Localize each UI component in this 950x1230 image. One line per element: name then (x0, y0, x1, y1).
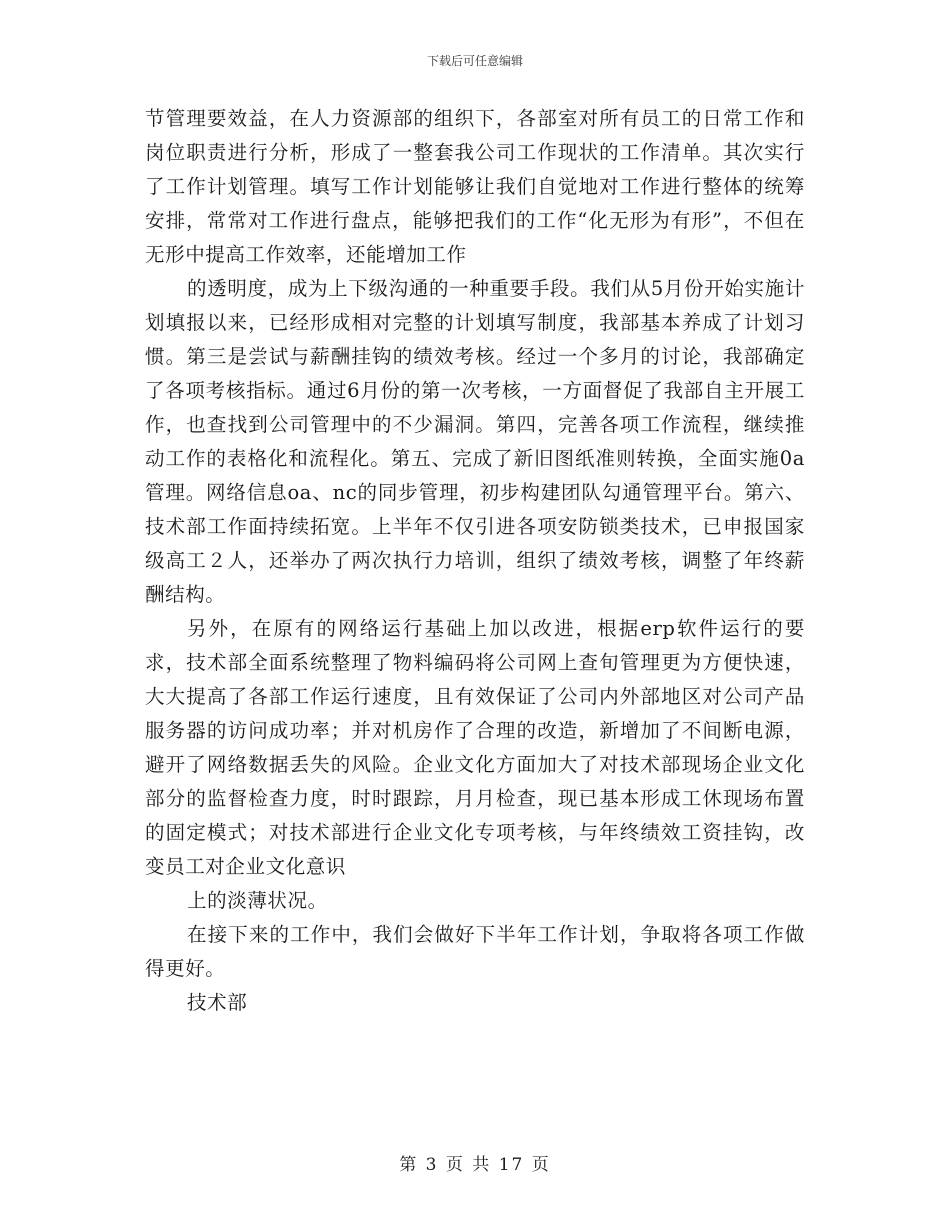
signature-department: 技术部 (187, 991, 248, 1014)
paragraph-4: 上的淡薄状况。 (187, 889, 328, 912)
paragraph-5: 在接下来的工作中，我们会做好下半年工作计划，争取将各项工作做得更好。 (145, 923, 805, 980)
document-body (145, 102, 805, 1020)
page-header: 下载后可任意编辑 (426, 54, 523, 68)
page-number-footer: 第 3 页 共 17 页 (399, 1155, 551, 1175)
paragraph-2: 的透明度，成为上下级沟通的一种重要手段。我们从5月份开始实施计划填报以来，已经形成相对完整的计划填写制度，我部基本养成了计划习惯。第三是尝试与薪酬挂钩的绩效考核。经过一个多月的讨论，我部确定了各项考核指标。通过6月份的第一次考核，一方面督促了我部自主开展工作，也查找到公司管理中的不少漏洞。第四，完善各项工作流程，继续推动工作的表格化和流程化。第五、完成了新旧图纸准则转换，全面实施0a管理。网络信息oa、nc的同步管理，初步构建团队勾通管理平台。第六、技术部工作面持续拓宽。上半年不仅引进各项安防锁类技术，已申报国家级高工２人，还举办了两次执行力培训，组织了绩效考核，调整了年终薪酬结构。 (145, 277, 805, 606)
paragraph-1: 节管理要效益，在人力资源部的组织下，各部室对所有员工的日常工作和岗位职责进行分析，形成了一整套我公司工作现状的工作清单。其次实行了工作计划管理。填写工作计划能够让我们自觉地对工作进行整体的统筹安排，常常对工作进行盘点，能够把我们的工作“化无形为有形”，不但在无形中提高工作效率，还能增加工作 (145, 107, 805, 266)
paragraph-3: 另外，在原有的网络运行基础上加以改进，根据erp软件运行的要求，技术部全面系统整理了物料编码将公司网上查旬管理更为方便快速，大大提高了各部工作运行速度，且有效保证了公司内外部地区对公司产品服务器的访问成功率；并对机房作了合理的改造，新增加了不间断电源，避开了网络数据丢失的风险。企业文化方面加大了对技术部现场企业文化部分的监督检查力度，时时跟踪，月月检查，现已基本形成工休现场布置的固定模式；对技术部进行企业文化专项考核，与年终绩效工资挂钩，改变员工对企业文化意识 (145, 617, 805, 878)
